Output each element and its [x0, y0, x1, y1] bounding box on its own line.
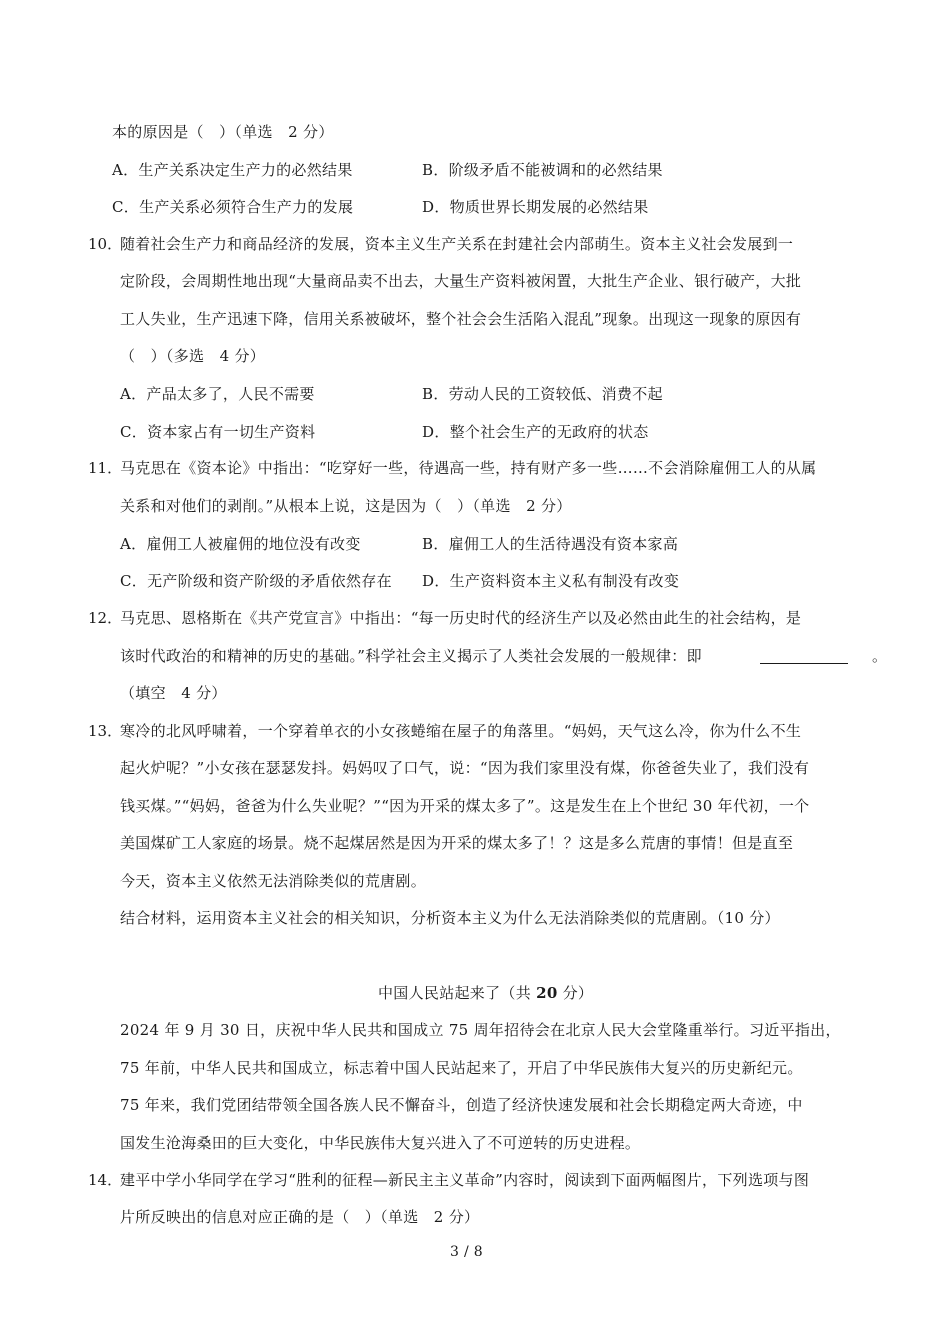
q9-option-c: C．生产关系必须符合生产力的发展	[112, 198, 354, 216]
q13-line-1: 寒冷的北风呼啸着，一个穿着单衣的小女孩蜷缩在屋子的角落里。“妈妈，天气这么冷，你为什么不生	[120, 722, 802, 740]
q10-option-c: C．资本家占有一切生产资料	[120, 423, 316, 441]
q12-line-1: 马克思、恩格斯在《共产党宣言》中指出：“每一历史时代的经济生产以及必然由此生的社会结构，是	[120, 609, 802, 627]
q9-stem-tail: 本的原因是（ ）（单选 2 分）	[112, 123, 334, 141]
q13-line-4: 美国煤矿工人家庭的场景。烧不起煤居然是因为开采的煤太多了！？这是多么荒唐的事情！但是直至	[120, 834, 794, 852]
section-title-main: 中国人民站起来了（共	[378, 984, 537, 1002]
q12-line-2: 该时代政治的和精神的历史的基础。”科学社会主义揭示了人类社会发展的一般规律：即	[120, 647, 702, 665]
section-title-score: 20	[536, 984, 558, 1002]
q11-option-a: A．雇佣工人被雇佣的地位没有改变	[120, 535, 361, 553]
section-intro-line-1: 2024 年 9 月 30 日，庆祝中华人民共和国成立 75 周年招待会在北京人民大会堂隆重举行。习近平指出，	[120, 1021, 841, 1039]
q13-line-5: 今天，资本主义依然无法消除类似的荒唐剧。	[120, 872, 427, 890]
q14-line-1: 建平中学小华同学在学习“胜利的征程—新民主主义革命”内容时，阅读到下面两幅图片，下列选项与图	[120, 1171, 810, 1189]
q10-line-2: 定阶段，会周期性地出现“大量商品卖不出去，大量生产资料被闲置，大批生产企业、银行破产，大批	[120, 272, 802, 290]
section-title	[378, 983, 593, 1003]
q11-line-1: 马克思在《资本论》中指出：“吃穿好一些，待遇高一些，持有财产多一些……不会消除雇佣工人的从属	[120, 459, 817, 477]
q10-option-b: B．劳动人民的工资较低、消费不起	[422, 385, 663, 403]
q13-prompt: 结合材料，运用资本主义社会的相关知识，分析资本主义为什么无法消除类似的荒唐剧。（10 分）	[120, 909, 780, 927]
q9-option-d: D．物质世界长期发展的必然结果	[422, 198, 649, 216]
q10-line-3: 工人失业，生产迅速下降，信用关系被破坏，整个社会会生活陷入混乱”现象。出现这一现象的原因有	[120, 310, 802, 328]
page-number: 3 / 8	[450, 1244, 483, 1260]
q9-option-a: A．生产关系决定生产力的必然结果	[112, 161, 353, 179]
q12-blank-end: 。	[872, 647, 888, 665]
q11-option-b: B．雇佣工人的生活待遇没有资本家高	[422, 535, 679, 553]
q11-option-c: C．无产阶级和资产阶级的矛盾依然存在	[120, 572, 392, 590]
q10-line-1: 随着社会生产力和商品经济的发展，资本主义生产关系在封建社会内部萌生。资本主义社会发展到一	[120, 235, 794, 253]
q11-line-2: 关系和对他们的剥削。”从根本上说，这是因为（ ）（单选 2 分）	[120, 497, 572, 515]
q14-number: 14．	[88, 1171, 123, 1189]
q14-line-2: 片所反映出的信息对应正确的是（ ）（单选 2 分）	[120, 1208, 480, 1226]
q11-number: 11．	[88, 459, 123, 477]
q10-line-4: （ ）（多选 4 分）	[120, 347, 266, 365]
q12-fill-blank[interactable]	[760, 663, 848, 664]
q13-line-2: 起火炉呢？”小女孩在瑟瑟发抖。妈妈叹了口气，说：“因为我们家里没有煤，你爸爸失业了，我们没有	[120, 759, 810, 777]
section-intro-line-2: 75 年前，中华人民共和国成立，标志着中国人民站起来了，开启了中华民族伟大复兴的历史新纪元。	[120, 1059, 803, 1077]
section-intro-line-3: 75 年来，我们党团结带领全国各族人民不懈奋斗，创造了经济快速发展和社会长期稳定两大奇迹，中	[120, 1096, 803, 1114]
section-intro-line-4: 国发生沧海桑田的巨大变化，中华民族伟大复兴进入了不可逆转的历史进程。	[120, 1134, 641, 1152]
q9-option-b: B．阶级矛盾不能被调和的必然结果	[422, 161, 663, 179]
q13-line-3: 钱买煤。”“妈妈，爸爸为什么失业呢？”“因为开采的煤太多了”。这是发生在上个世纪 30 年代初，一个	[120, 797, 810, 815]
q11-option-d: D．生产资料资本主义私有制没有改变	[422, 572, 680, 590]
q10-option-a: A．产品太多了，人民不需要	[120, 385, 315, 403]
q12-number: 12．	[88, 609, 123, 627]
section-title-end: 分）	[557, 984, 594, 1002]
q12-line-3: （填空 4 分）	[120, 684, 227, 702]
q10-number: 10．	[88, 235, 123, 253]
q10-option-d: D．整个社会生产的无政府的状态	[422, 423, 649, 441]
q13-number: 13．	[88, 722, 123, 740]
